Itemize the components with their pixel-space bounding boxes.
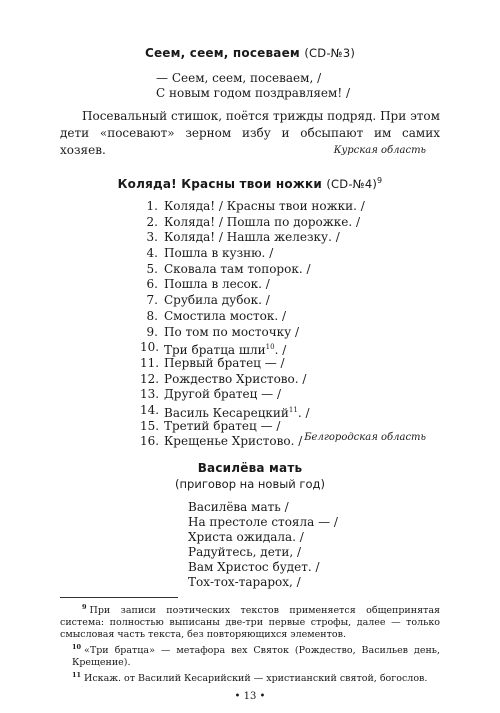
line-number: 3. [146, 230, 158, 245]
footnote-divider [60, 597, 178, 598]
list-item [140, 372, 365, 388]
footnote-ref: 11 [288, 405, 298, 414]
line-number: 5. [146, 261, 158, 276]
list-item [140, 325, 365, 341]
line-number: 6. [146, 277, 158, 292]
footnote-number: 9 [82, 603, 87, 611]
numbered-verse-list [140, 199, 365, 450]
verse-line: Тох-тох-тарарох, / [188, 575, 301, 589]
region-label: Белгородская область [304, 432, 426, 443]
footnote-ref: 9 [377, 176, 383, 185]
list-item [140, 199, 365, 215]
cd-reference: (CD-№4) [326, 177, 378, 191]
line-text: Третий братец — / [164, 418, 281, 433]
line-number: 13. [140, 387, 160, 402]
description-paragraph: Посевальный стишок, поётся трижды подряд. При этом дети «посевают» зерном избу и обсыпают им самих хозяев. [60, 109, 440, 157]
line-text: Смостила мосток. / [164, 308, 287, 323]
title-text: Василёва мать [197, 461, 303, 475]
verse-line: На престоле стояла — / [188, 515, 338, 529]
line-text: Сковала там топорок. / [164, 261, 311, 276]
list-item [140, 277, 365, 293]
line-text: Коляда! / Пошла по дорожке. / [164, 214, 361, 229]
line-text: Другой братец — / [164, 387, 282, 402]
verse-line: Василёва мать / [188, 500, 289, 514]
footnote [60, 669, 440, 685]
list-item [140, 387, 365, 403]
verse-line: — Сеем, сеем, посеваем, / [156, 71, 322, 85]
verse-line: Вам Христос будет. / [188, 560, 320, 574]
cd-reference: (CD-№3) [304, 46, 356, 60]
line-number: 11. [140, 355, 160, 370]
section-title-kolyada [0, 176, 500, 191]
footnote-text: При записи поэтических текстов применяется общепринятая система: полностью выписаны две-три первые строфы, далее — только смысловая часть текста, без повторяющихся элементов. [60, 605, 440, 641]
line-text: Пошла в кузню. / [164, 246, 274, 261]
line-number: 2. [146, 214, 158, 229]
line-number: 8. [146, 308, 158, 323]
verse-line: Радуйтесь, дети, / [188, 545, 302, 559]
section-title-vasileva-mat [0, 461, 500, 475]
list-item [140, 246, 365, 262]
line-text: Срубила дубок. / [164, 293, 270, 308]
list-item [140, 293, 365, 309]
line-text: Коляда! / Красны твои ножки. / [164, 199, 365, 213]
line-number: 14. [140, 402, 160, 417]
line-text: Первый братец — / [164, 355, 285, 370]
title-text: Сеем, сеем, посеваем [144, 46, 300, 60]
list-item [140, 403, 365, 419]
line-text-end: . / [297, 405, 310, 420]
line-number: 1. [146, 199, 158, 213]
list-item [140, 215, 365, 231]
list-item [140, 356, 365, 372]
footnote-number: 11 [72, 671, 82, 680]
footnote-number: 10 [72, 643, 82, 652]
footnote-text: «Три братца» — метафора вех Святок (Рождество, Васильев день, Крещение). [72, 645, 440, 669]
title-text: Коляда! Красны твои ножки [117, 177, 322, 191]
line-text-end: . / [274, 343, 287, 358]
list-item [140, 230, 365, 246]
list-item [140, 262, 365, 278]
line-text: Крещенье Христово. / [164, 434, 303, 449]
line-text: Пошла в лесок. / [164, 277, 270, 292]
list-item [140, 340, 365, 356]
list-item [140, 309, 365, 325]
footnote [60, 641, 440, 669]
line-text: По том по мосточку / [164, 324, 300, 339]
footnote-ref: 10 [265, 343, 275, 352]
verse-line: С новым годом поздравляем! / [156, 86, 351, 100]
footnote [60, 601, 440, 641]
line-number: 16. [140, 434, 160, 449]
verse-line: Христа ожидала. / [188, 530, 304, 544]
page-number: • 13 • [234, 691, 266, 702]
line-text: Василь Кесарецкий [164, 405, 289, 420]
footnote-text: Искаж. от Василий Кесарийский — христианский святой, богослов. [84, 673, 428, 685]
line-number: 9. [146, 324, 158, 339]
line-number: 12. [140, 371, 160, 386]
section-title-seem [0, 46, 500, 60]
line-number: 7. [146, 293, 158, 308]
footnotes [60, 601, 440, 685]
line-text: Рождество Христово. / [164, 371, 307, 386]
line-number: 4. [146, 246, 158, 261]
line-text: Три братца шли [164, 343, 266, 358]
region-label: Курская область [333, 145, 426, 156]
line-number: 15. [140, 418, 160, 433]
section-subtitle: (приговор на новый год) [175, 477, 325, 491]
line-number: 10. [140, 340, 160, 355]
line-text: Коляда! / Нашла железку. / [164, 230, 340, 245]
